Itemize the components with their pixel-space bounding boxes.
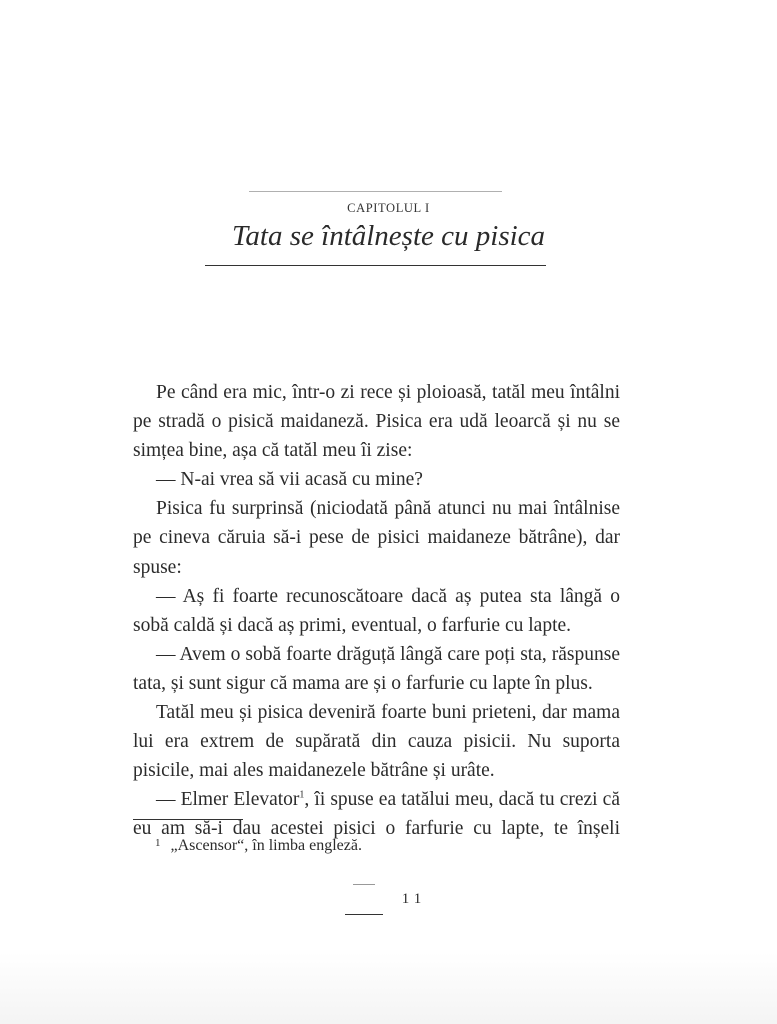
footnote	[155, 837, 362, 855]
paragraph: — N-ai vrea să vii acasă cu mine?	[156, 469, 423, 491]
footnote-separator	[133, 819, 243, 820]
chapter-label: CAPITOLUL I	[347, 201, 430, 215]
page-number-bottom-rule	[345, 914, 383, 915]
body-text	[133, 378, 620, 844]
footnote-mark: 1	[155, 837, 161, 849]
paragraph-text: , îi spuse ea tatălui meu, dacă tu crezi că eu am să-i dau acestei pisici o farfurie cu lapte, te înșeli	[133, 789, 620, 840]
paragraph: Pisica fu surprinsă (niciodată până atunci nu mai întâlnise pe cineva căruia să-i pese de pisici maidaneze bătrâne), dar spuse:	[133, 498, 620, 578]
footnote-text: „Ascensor“, în limba engleză.	[170, 837, 362, 854]
paragraph-text: — Elmer Elevator	[156, 789, 300, 811]
paragraph: Tatăl meu și pisica deveniră foarte buni prieteni, dar mama lui era extrem de supărată din cauza pisicii. Nu suporta pisicile, mai ales maidanezele bătrâne și urâte.	[133, 702, 620, 782]
chapter-title-underline	[205, 265, 546, 266]
page-number-top-rule	[353, 884, 375, 885]
chapter-title: Tata se întâlnește cu pisica	[231, 220, 546, 252]
paragraph: Pe când era mic, într-o zi rece și ploioasă, tatăl meu întâlni pe stradă o pisică maidaneză. Pisica era udă leoarcă și nu se simțea bine, așa că tatăl meu îi zise:	[133, 382, 620, 462]
chapter-top-rule	[249, 191, 502, 192]
footnote-reference[interactable]: 1	[299, 789, 305, 801]
paragraph: — Aș fi foarte recunoscătoare dacă aș putea sta lângă o sobă caldă și dacă aș primi, eventual, o farfurie cu lapte.	[133, 585, 620, 636]
page-number: 11	[401, 891, 427, 907]
paragraph-continued	[133, 785, 620, 843]
paragraph: — Avem o sobă foarte drăguță lângă care poți sta, răspunse tata, și sunt sigur că mama are și o farfurie cu lapte în plus.	[133, 643, 620, 694]
